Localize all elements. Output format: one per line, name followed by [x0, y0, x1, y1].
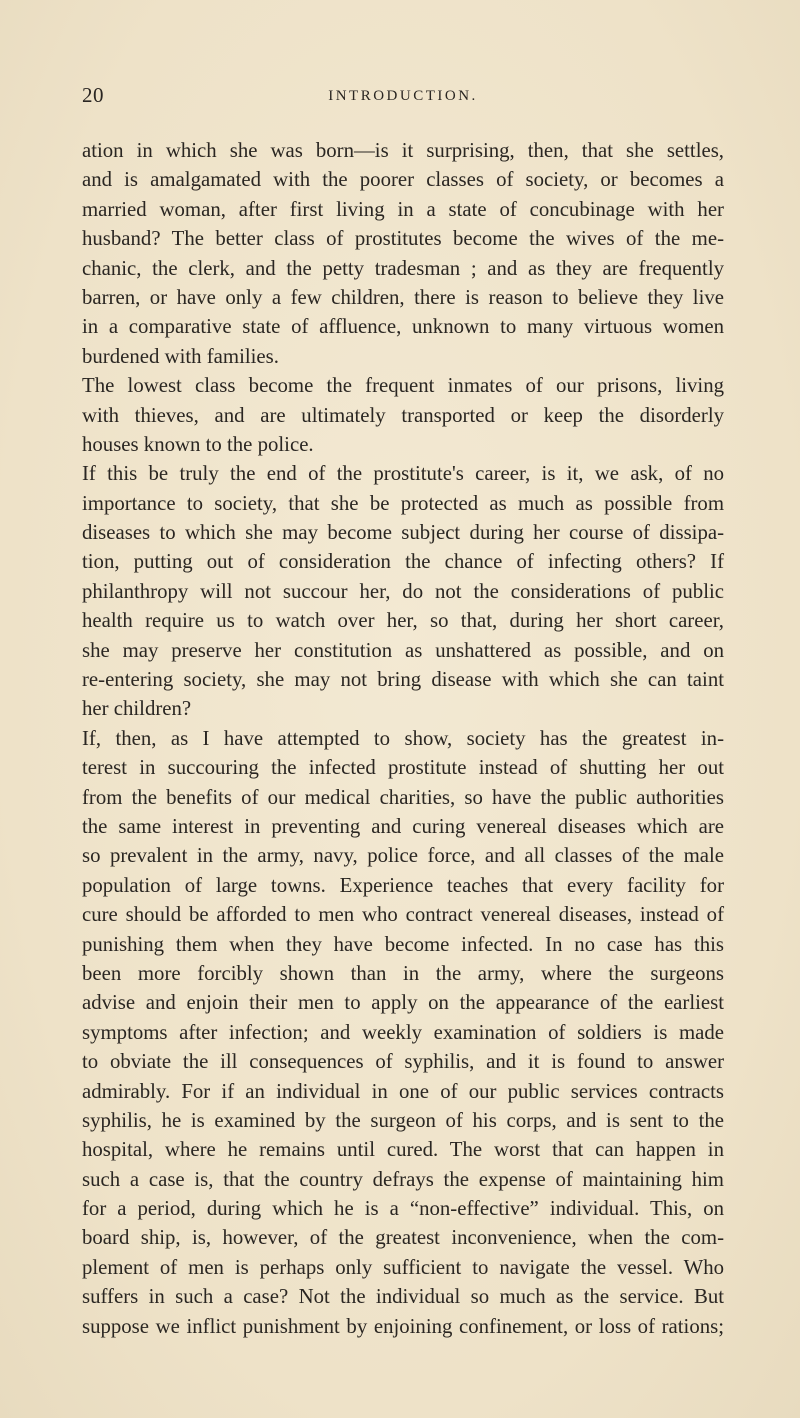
text-line: in a comparative state of affluence, unknown to many virtuous women — [82, 315, 724, 339]
text-line: houses known to the police. — [82, 432, 314, 456]
text-line: population of large towns. Experience teaches that every facility for — [82, 873, 724, 897]
running-title: INTRODUCTION. — [328, 88, 478, 104]
text-line: plement of men is perhaps only sufficient to navigate the vessel. Who — [82, 1255, 724, 1279]
text-line: If, then, as I have attempted to show, society has the greatest in- — [82, 726, 724, 750]
text-line: hospital, where he remains until cured. The worst that can happen in — [82, 1138, 724, 1162]
text-line: tion, putting out of consideration the chance of infecting others? If — [82, 550, 724, 574]
text-line: to obviate the ill consequences of syphilis, and it is found to answer — [82, 1050, 724, 1074]
text-line: advise and enjoin their men to apply on the appearance of the earliest — [82, 991, 724, 1015]
text-line: The lowest class become the frequent inmates of our prisons, living — [82, 374, 724, 398]
text-line: chanic, the clerk, and the petty tradesman ; and as they are frequently — [82, 256, 724, 280]
text-line: and is amalgamated with the poorer classes of society, or becomes a — [82, 168, 724, 192]
text-line: barren, or have only a few children, there is reason to believe they live — [82, 285, 724, 309]
text-line: board ship, is, however, of the greatest inconvenience, when the com- — [82, 1226, 724, 1250]
page-number: 20 — [82, 83, 104, 107]
text-line: her children? — [82, 697, 192, 721]
text-line: importance to society, that she be protected as much as possible from — [82, 491, 724, 515]
running-head — [82, 83, 724, 107]
text-line: If this be truly the end of the prostitute's career, is it, we ask, of no — [82, 462, 724, 486]
text-line: for a period, during which he is a “non-effective” individual. This, on — [82, 1197, 724, 1221]
text-line: husband? The better class of prostitutes become the wives of the me- — [82, 227, 724, 251]
text-line: she may preserve her constitution as unshattered as possible, and on — [82, 638, 724, 662]
text-line: diseases to which she may become subject during her course of dissipa- — [82, 521, 724, 545]
text-line: with thieves, and are ultimately transported or keep the disorderly — [82, 403, 724, 427]
text-line: syphilis, he is examined by the surgeon of his corps, and is sent to the — [82, 1108, 724, 1132]
text-line: health require us to watch over her, so that, during her short career, — [82, 609, 724, 633]
text-line: suffers in such a case? Not the individual so much as the service. But — [82, 1285, 724, 1309]
text-line: so prevalent in the army, navy, police force, and all classes of the male — [82, 844, 724, 868]
text-line: cure should be afforded to men who contract venereal diseases, instead of — [82, 903, 724, 927]
text-line: burdened with families. — [82, 344, 279, 368]
text-line: been more forcibly shown than in the army, where the surgeons — [82, 961, 724, 985]
text-line: punishing them when they have become infected. In no case has this — [82, 932, 724, 956]
text-line: ation in which she was born—is it surprising, then, that she settles, — [82, 139, 724, 162]
text-line: such a case is, that the country defrays the expense of maintaining him — [82, 1167, 724, 1191]
text-line: terest in succouring the infected prostitute instead of shutting her out — [82, 756, 724, 780]
text-line: the same interest in preventing and curing venereal diseases which are — [82, 814, 724, 838]
text-line: re-entering society, she may not bring disease with which she can taint — [82, 668, 724, 692]
text-line: admirably. For if an individual in one of our public services contracts — [82, 1079, 724, 1103]
text-line: philanthropy will not succour her, do not the considerations of public — [82, 579, 724, 603]
text-line: suppose we inflict punishment by enjoining confinement, or loss of rations; — [82, 1314, 724, 1338]
body-text — [82, 136, 724, 1341]
text-line: married woman, after first living in a state of concubinage with her — [82, 197, 724, 221]
text-line: from the benefits of our medical charities, so have the public authorities — [82, 785, 724, 809]
text-line: symptoms after infection; and weekly examination of soldiers is made — [82, 1020, 724, 1044]
